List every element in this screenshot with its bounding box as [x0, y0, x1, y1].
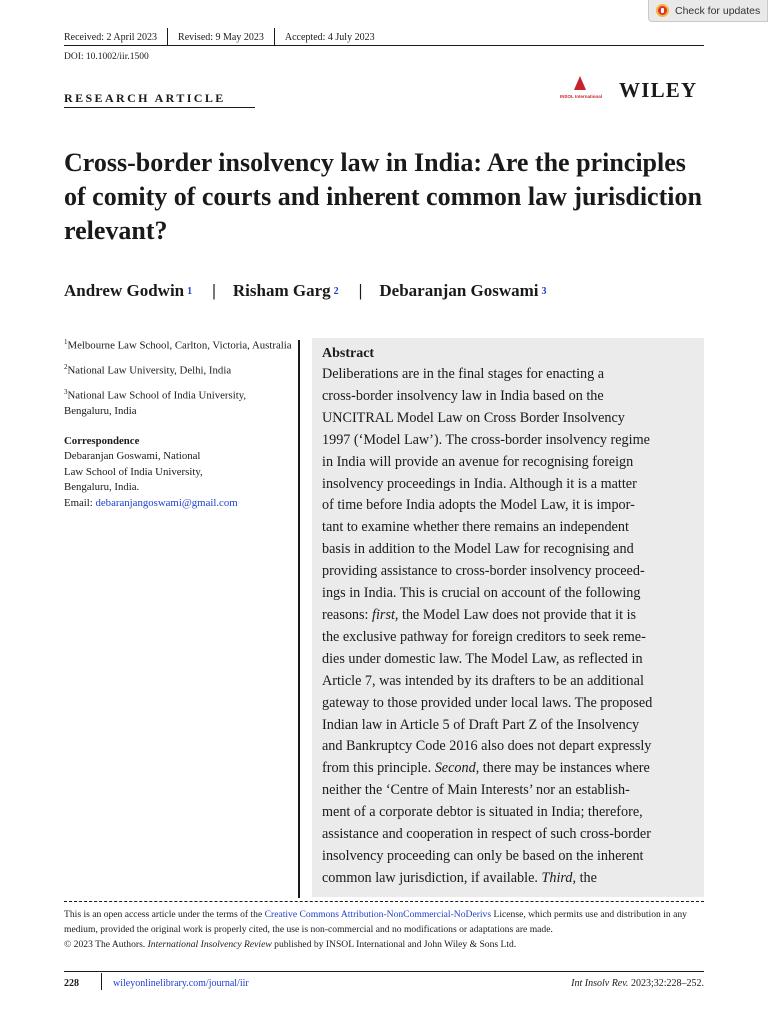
footnote-divider — [64, 901, 704, 902]
abstract-line: dies under domestic law. The Model Law, as reflected in — [322, 650, 643, 667]
column-divider — [298, 340, 300, 898]
correspondence-line: Bengaluru, India. — [64, 481, 140, 494]
check-updates-icon — [656, 4, 669, 17]
footer-divider — [101, 973, 102, 990]
abstract-line: reasons: first, the Model Law does not provide that it is — [322, 606, 637, 623]
article-dates — [64, 28, 385, 46]
citation: Int Insolv Rev. 2023;32:228–252. — [571, 978, 704, 989]
correspondence-email: Email: debaranjangoswami@gmail.com — [64, 496, 238, 509]
article-type: RESEARCH ARTICLE — [64, 91, 226, 105]
abstract-box — [312, 338, 704, 897]
abstract-line: gateway to those provided under local laws. The proposed — [322, 694, 653, 711]
abstract-heading: Abstract — [322, 346, 375, 361]
correspondence-line: Debaranjan Goswami, National — [64, 450, 201, 463]
journal-url-link[interactable]: wileyonlinelibrary.com/journal/iir — [113, 978, 249, 989]
abstract-line: UNCITRAL Model Law on Cross Border Insolvency — [322, 409, 625, 426]
doi: DOI: 10.1002/iir.1500 — [64, 52, 149, 62]
affiliation: $^3$National Law School of India University, Bengaluru, India — [64, 388, 247, 418]
abstract-line: cross-border insolvency law in India based on the — [322, 387, 604, 404]
revised-date: Revised: 9 May 2023 — [178, 31, 264, 43]
publisher-logo: WILEY — [619, 78, 698, 102]
abstract-line: from this principle. Second, there may be instances where — [322, 760, 650, 777]
affiliation: $^2$National Law University, Delhi, India — [64, 363, 232, 377]
author-separator: | — [358, 281, 363, 300]
abstract-line: providing assistance to cross-border insolvency proceed- — [322, 563, 645, 580]
insol-logo-text: INSOL International — [560, 94, 602, 99]
abstract-line: of time before India adopts the Model Law, it is impor- — [322, 497, 635, 514]
abstract-line: 1997 (‘Model Law’). The cross-border insolvency regime — [322, 431, 650, 448]
author-separator: | — [212, 281, 216, 300]
abstract-line: Deliberations are in the final stages for enacting a — [322, 366, 605, 382]
abstract-line: and Bankruptcy Code 2016 also does not depart expressly — [322, 738, 652, 755]
abstract-line: insolvency proceeding can only be based on the inherent — [322, 847, 644, 864]
license-text: This is an open access article under the terms of the Creative Commons Attribution-NonCommercial-NoDerivs License, which permits use and distribution in any medium, provided the original work is properly cited, the use is non-commercial and no modifications or adaptations are made. — [64, 909, 687, 935]
date-divider — [167, 28, 168, 46]
abstract-line: ings in India. This is crucial on account of the following — [322, 585, 641, 602]
accepted-date: Accepted: 4 July 2023 — [284, 31, 375, 43]
affiliations-column — [64, 335, 294, 511]
footer-rule — [64, 971, 704, 972]
article-type-underline — [64, 107, 255, 108]
page-number: 228 — [64, 978, 79, 989]
header-rule — [64, 45, 704, 46]
author-affiliation-ref[interactable]: 2 — [333, 286, 339, 297]
abstract-line: common law jurisdiction, if available. Third, the — [322, 869, 597, 886]
abstract-line: neither the ‘Centre of Main Interests’ nor an establish- — [322, 782, 630, 799]
author-name[interactable]: Debaranjan Goswami — [379, 281, 539, 300]
date-divider — [274, 28, 275, 46]
author-name[interactable]: Risham Garg — [232, 281, 331, 300]
license-footnote — [64, 907, 704, 952]
check-for-updates-badge[interactable] — [648, 0, 768, 22]
author-list — [64, 281, 547, 301]
abstract-line: Article 7, was intended by its drafters to be an additional — [322, 672, 644, 689]
author-affiliation-ref[interactable]: 3 — [541, 286, 547, 297]
abstract-line: basis in addition to the Model Law for recognising and — [322, 541, 634, 558]
abstract-line: Indian law in Article 5 of Draft Part Z of the Insolvency — [322, 716, 640, 733]
abstract-line: insolvency proceedings in India. Although it is a matter — [322, 475, 637, 492]
insol-logo-icon — [574, 76, 586, 90]
author-name[interactable]: Andrew Godwin — [64, 281, 185, 300]
article-title: Cross-border insolvency law in India: Are the principles of comity of courts and inherent common law jurisdiction relevant? — [64, 148, 702, 245]
abstract-line: the exclusive pathway for foreign creditors to seek reme- — [322, 628, 646, 645]
affiliation: $^1$Melbourne Law School, Carlton, Victoria, Australia — [64, 338, 292, 352]
check-updates-label: Check for updates — [675, 4, 761, 17]
copyright-text: © 2023 The Authors. International Insolvency Review published by INSOL International and John Wiley & Sons Ltd. — [64, 939, 517, 950]
email-link[interactable]: debaranjangoswami@gmail.com — [95, 496, 238, 509]
author-affiliation-ref[interactable]: 1 — [187, 286, 193, 297]
abstract-line: assistance and cooperation in respect of such cross-border — [322, 826, 651, 843]
abstract-line: ment of a corporate debtor is situated in India; therefore, — [322, 804, 643, 821]
received-date: Received: 2 April 2023 — [64, 31, 158, 43]
insol-logo — [554, 76, 608, 102]
abstract-line: tant to examine whether there remains an independent — [322, 519, 629, 536]
abstract-line: in India will provide an avenue for recognising foreign — [322, 453, 634, 470]
correspondence-line: Law School of India University, — [64, 465, 203, 478]
correspondence-heading: Correspondence — [64, 434, 140, 447]
license-link[interactable]: Creative Commons Attribution-NonCommercial-NoDerivs — [264, 909, 492, 920]
